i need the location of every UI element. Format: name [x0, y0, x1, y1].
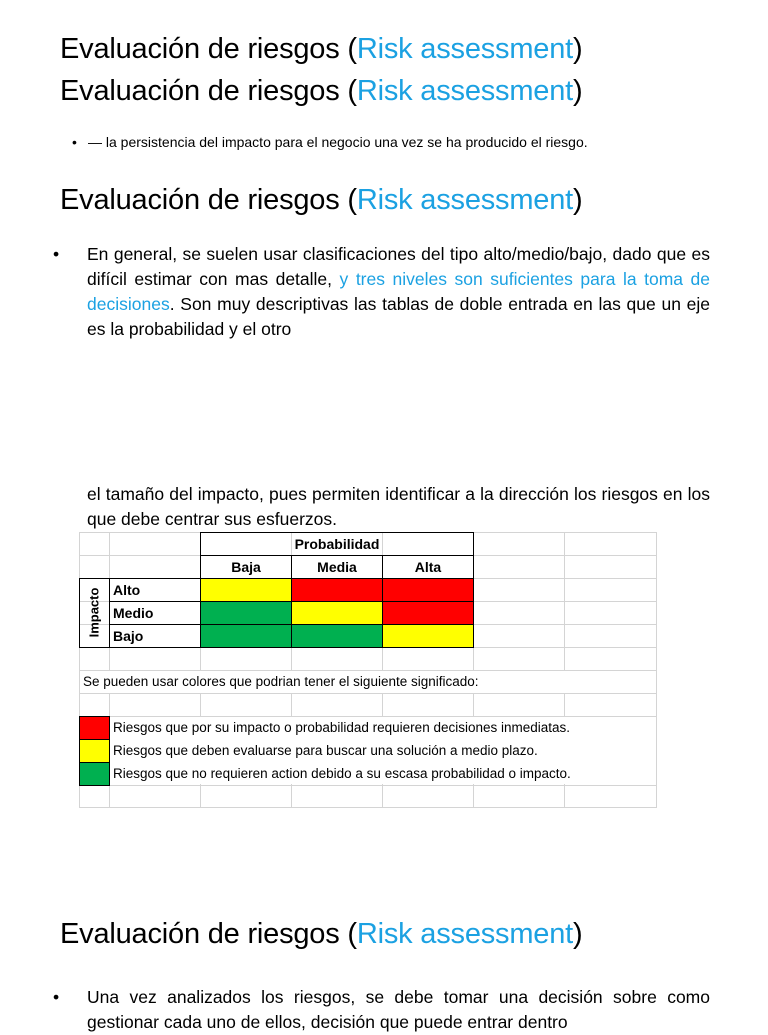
- matrix-cell-medio-baja: [200, 601, 292, 625]
- matrix-cell-bajo-alta: [382, 624, 474, 648]
- slide-title-1: Evaluación de riesgos (Risk assessment): [60, 33, 583, 65]
- matrix-cell-bajo-media: [291, 624, 383, 648]
- bullet-icon: •: [72, 134, 77, 150]
- persistence-text: — la persistencia del impacto para el negocio una vez se ha producido el riesgo.: [88, 134, 588, 150]
- row-label-medio: Medio: [109, 601, 201, 625]
- highlight-text: y tres niveles son suficientes para la toma de decisiones: [87, 269, 710, 314]
- risk-matrix-sheet: [79, 532, 657, 808]
- slide-title-2: Evaluación de riesgos (Risk assessment): [60, 75, 583, 107]
- legend-text-red: Riesgos que por su impacto o probabilidad requieren decisiones inmediatas.: [113, 720, 571, 735]
- slide-title-3: Evaluación de riesgos (Risk assessment): [60, 184, 583, 216]
- col-header-media: Media: [291, 555, 383, 579]
- col-header-alta: Alta: [382, 555, 474, 579]
- row-label-bajo: Bajo: [109, 624, 201, 648]
- bullet-icon: •: [53, 244, 60, 264]
- matrix-cell-alto-media: [291, 578, 383, 602]
- probability-header: Probabilidad: [200, 532, 474, 556]
- legend-text-yellow: Riesgos que deben evaluarse para buscar una solución a medio plazo.: [113, 743, 538, 758]
- matrix-cell-medio-media: [291, 601, 383, 625]
- legend-swatch-yellow: [79, 739, 110, 763]
- matrix-cell-medio-alta: [382, 601, 474, 625]
- classification-paragraph: • En general, se suelen usar clasificaciones del tipo alto/medio/bajo, dado que es difícil estimar con mas detalle, y tres niveles son suficientes para la toma de decisiones. Son muy descriptivas las tablas de doble entrada en las que un eje es la probabilidad y el otro: [53, 244, 710, 339]
- legend-intro: Se pueden usar colores que podrian tener el siguiente significado:: [83, 674, 479, 689]
- row-label-alto: Alto: [109, 578, 201, 602]
- slide-title-4: Evaluación de riesgos (Risk assessment): [60, 918, 583, 950]
- legend-text-green: Riesgos que no requieren action debido a su escasa probabilidad o impacto.: [113, 766, 571, 781]
- persistence-bullet: [72, 132, 710, 153]
- matrix-cell-alto-alta: [382, 578, 474, 602]
- col-header-baja: Baja: [200, 555, 292, 579]
- legend-swatch-green: [79, 762, 110, 786]
- legend-swatch-red: [79, 716, 110, 740]
- management-paragraph: • Una vez analizados los riesgos, se debe tomar una decisión sobre como gestionar cada uno de ellos, decisión que puede entrar dentro: [53, 987, 710, 1032]
- bullet-icon: •: [53, 987, 60, 1007]
- classification-paragraph-continued: el tamaño del impacto, pues permiten identificar a la dirección los riesgos en los que debe centrar sus esfuerzos.: [87, 484, 710, 529]
- impact-header: Impacto: [86, 587, 102, 637]
- matrix-cell-bajo-baja: [200, 624, 292, 648]
- matrix-cell-alto-baja: [200, 578, 292, 602]
